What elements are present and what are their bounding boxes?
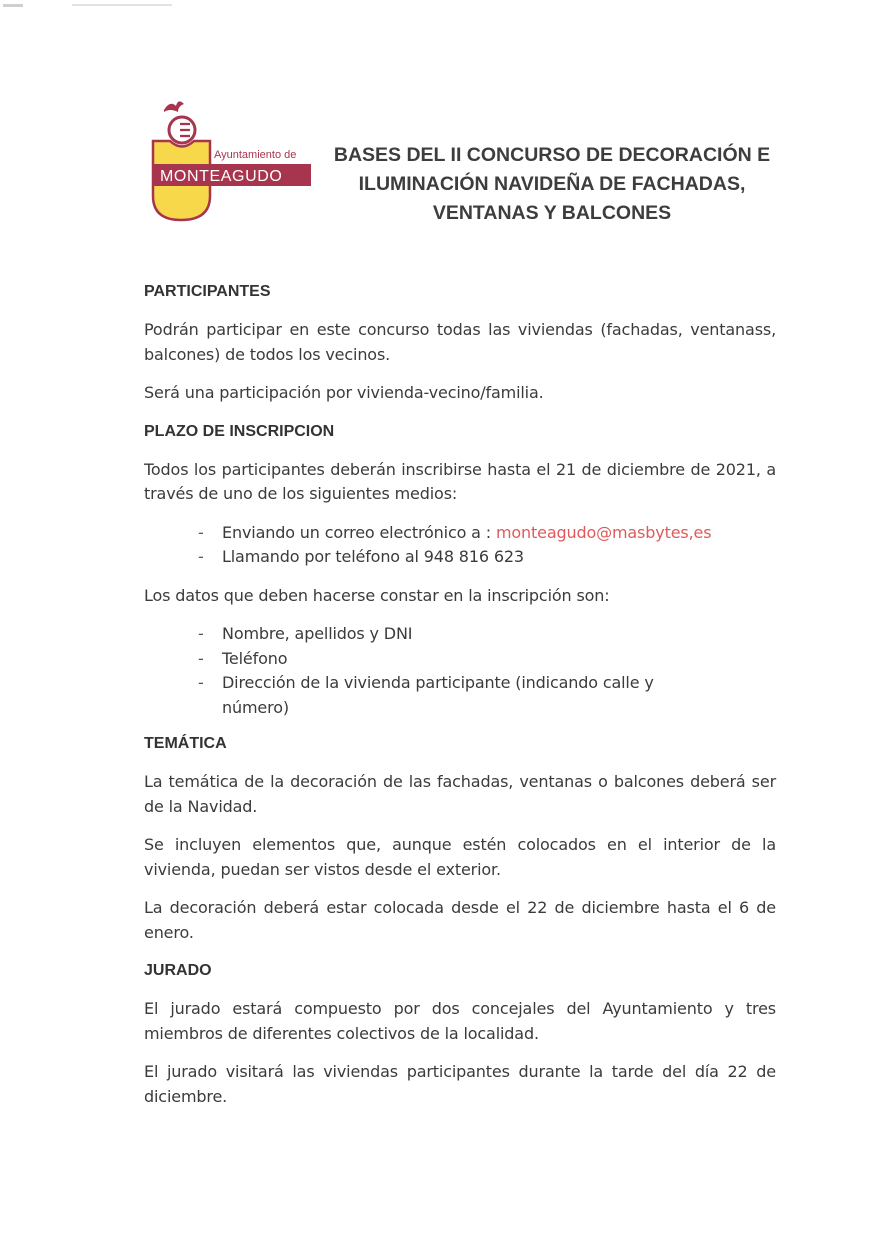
list-item-phone: - Llamando por teléfono al 948 816 623 xyxy=(198,545,776,570)
participantes-paragraph-2: Será una participación por vivienda-vecino/familia. xyxy=(144,383,544,402)
title-line-1: BASES DEL II CONCURSO DE DECORACIÓN E xyxy=(333,144,771,166)
participantes-paragraph-1: Podrán participar en este concurso todas las viviendas (fachadas, ventanass, balcones) de todos los vecinos. xyxy=(144,320,776,364)
jurado-paragraph-1: El jurado estará compuesto por dos concejales del Ayuntamiento y tres miembros de diferentes colectivos de la localidad. xyxy=(144,999,776,1043)
title-line-3: VENTANAS Y BALCONES xyxy=(432,202,672,224)
monteagudo-shield-icon xyxy=(148,96,318,226)
document-body xyxy=(144,280,776,1109)
logo-text-ayuntamiento: Ayuntamiento de xyxy=(214,149,297,161)
required-data-list xyxy=(144,622,776,720)
heading-jurado: JURADO xyxy=(144,962,212,979)
tematica-paragraph-1: La temática de la decoración de las fachadas, ventanas o balcones deberá ser de la Navidad. xyxy=(144,772,776,816)
document-title xyxy=(322,141,782,228)
logo-text-monteagudo: MONTEAGUDO xyxy=(160,168,283,185)
title-line-2: ILUMINACIÓN NAVIDEÑA DE FACHADAS, xyxy=(358,173,746,195)
registration-methods-list xyxy=(144,521,776,570)
list-item: - Dirección de la vivienda participante (indicando calle y número) xyxy=(198,671,776,720)
tematica-paragraph-3: La decoración deberá estar colocada desde el 22 de diciembre hasta el 6 de enero. xyxy=(144,898,776,942)
heading-tematica: TEMÁTICA xyxy=(144,735,227,752)
scan-artifact xyxy=(3,4,23,7)
plazo-paragraph-1: Todos los participantes deberán inscribirse hasta el 21 de diciembre de 2021, a través de uno de los siguientes medios: xyxy=(144,459,776,503)
heading-plazo-inscripcion: PLAZO DE INSCRIPCION xyxy=(144,422,335,440)
list-item: - Nombre, apellidos y DNI xyxy=(198,622,776,647)
list-item-email xyxy=(198,521,776,546)
email-label: Enviando un correo electrónico a : xyxy=(222,522,496,542)
plazo-paragraph-2: Los datos que deben hacerse constar en la inscripción son: xyxy=(144,585,610,605)
heading-participantes: PARTICIPANTES xyxy=(144,283,271,300)
tematica-paragraph-2: Se incluyen elementos que, aunque estén colocados en el interior de la vivienda, puedan ser vistos desde el exterior. xyxy=(144,835,776,879)
ayuntamiento-logo xyxy=(148,96,318,226)
scan-artifact-line xyxy=(72,4,172,6)
jurado-paragraph-2: El jurado visitará las viviendas participantes durante la tarde del día 22 de diciembre. xyxy=(144,1062,776,1106)
email-link[interactable]: monteagudo@masbytes,es xyxy=(495,522,712,542)
list-item: - Teléfono xyxy=(198,647,776,672)
